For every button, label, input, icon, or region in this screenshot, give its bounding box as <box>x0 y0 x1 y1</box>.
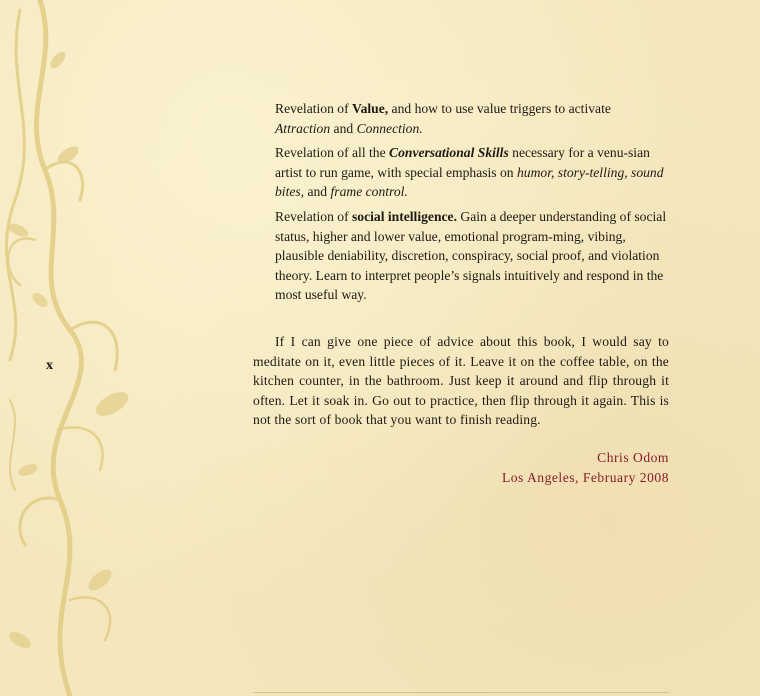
place-date: Los Angeles, February 2008 <box>501 469 669 485</box>
revelations-list <box>275 99 669 305</box>
footer-rule <box>253 692 669 693</box>
italic-term: frame control. <box>330 184 408 200</box>
author-name: Chris Odom <box>597 449 669 465</box>
closing-paragraph: If I can give one piece of advice about this book, I would say to meditate on it, even little pieces of it. Leave it on the coffee table, on the kitchen counter, in the bathroom. Just keep it around and flip through it often. Let it soak in. Go out to practice, then flip through it again. This is not the sort of book that you want to finish reading. <box>253 333 669 428</box>
page-body <box>253 99 669 487</box>
bold-term: Value, <box>352 101 389 116</box>
revelation-conversational-skills <box>275 143 669 202</box>
revelation-social-intelligence <box>275 207 669 305</box>
revelation-value <box>275 99 669 138</box>
bold-term: social intelligence. <box>352 208 457 224</box>
decorative-vine-illustration <box>0 0 190 696</box>
signature-block <box>253 448 669 487</box>
text-run: Revelation of <box>275 208 353 224</box>
text-run: necessary for a venu-sian artist to run game, with special emphasis on <box>275 145 650 180</box>
italic-term: humor, story-telling, sound bites, <box>275 164 664 200</box>
text-run: Revelation of <box>275 101 353 116</box>
text-run: and <box>304 184 331 200</box>
text-run: Revelation of all the <box>275 145 390 161</box>
italic-term: Attraction <box>275 120 331 136</box>
bold-italic-term: Conversational Skills <box>389 145 509 161</box>
text-run: and <box>330 120 357 136</box>
italic-term: Connection. <box>356 120 423 136</box>
text-run: Gain a deeper understanding of social status, higher and lower value, emotional program-ming, vibing, plausible deniability, discretion, conspiracy, social proof, and violation theory. Learn to interpret people’s signals intuitively and respond in the most useful way. <box>275 208 667 303</box>
text-run: and how to use value triggers to activate <box>388 101 611 116</box>
page-number: x <box>46 358 54 373</box>
